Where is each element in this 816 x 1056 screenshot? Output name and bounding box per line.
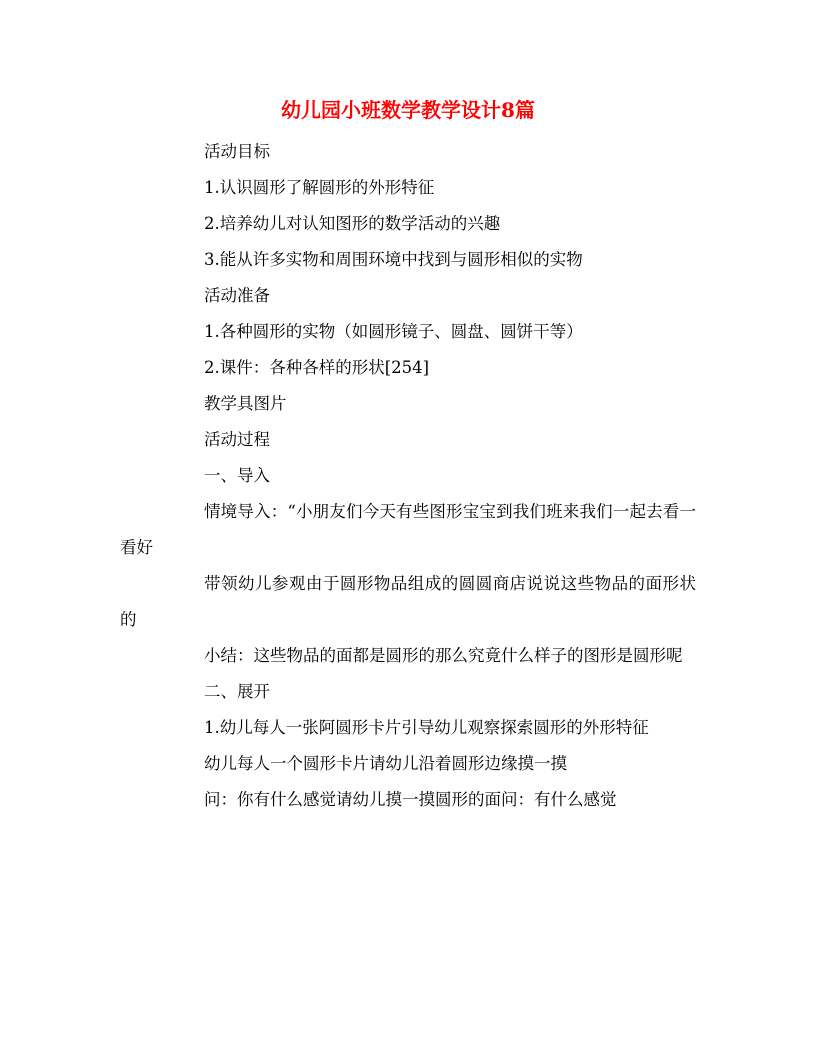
document-body bbox=[120, 134, 696, 818]
paragraph-scenario-intro: 情境导入：“小朋友们今天有些图形宝宝到我们班来我们一起去看一看好 bbox=[120, 502, 696, 557]
document-title: 幼儿园小班数学教学设计8篇 bbox=[281, 98, 535, 122]
paragraph-prep-2: 2.课件：各种各样的形状[254] bbox=[204, 358, 430, 377]
paragraph-activity-prep-heading: 活动准备 bbox=[204, 286, 270, 305]
paragraph-expand-1: 1.幼儿每人一张阿圆形卡片引导幼儿观察探索圆形的外形特征 bbox=[204, 718, 649, 737]
paragraph-touch-edge: 幼儿每人一个圆形卡片请幼儿沿着圆形边缘摸一摸 bbox=[204, 754, 567, 773]
paragraph-section-intro-heading: 一、导入 bbox=[204, 466, 270, 485]
paragraph-goal-1: 1.认识圆形了解圆形的外形特征 bbox=[204, 178, 435, 197]
paragraph-summary: 小结：这些物品的面都是圆形的那么究竟什么样子的图形是圆形呢 bbox=[204, 646, 683, 665]
paragraph-goal-2: 2.培养幼儿对认知图形的数学活动的兴趣 bbox=[204, 214, 501, 233]
paragraph-prep-1: 1.各种圆形的实物（如圆形镜子、圆盘、圆饼干等） bbox=[204, 322, 583, 341]
paragraph-visit-shop: 带领幼儿参观由于圆形物品组成的圆圆商店说说这些物品的面形状的 bbox=[120, 574, 696, 629]
paragraph-activity-process-heading: 活动过程 bbox=[204, 430, 270, 449]
paragraph-teaching-aids: 教学具图片 bbox=[204, 394, 287, 413]
paragraph-activity-goals-heading: 活动目标 bbox=[204, 142, 270, 161]
paragraph-question: 问：你有什么感觉请幼儿摸一摸圆形的面问：有什么感觉 bbox=[204, 790, 617, 809]
paragraph-section-expand-heading: 二、展开 bbox=[204, 682, 270, 701]
paragraph-goal-3: 3.能从许多实物和周围环境中找到与圆形相似的实物 bbox=[204, 250, 583, 269]
